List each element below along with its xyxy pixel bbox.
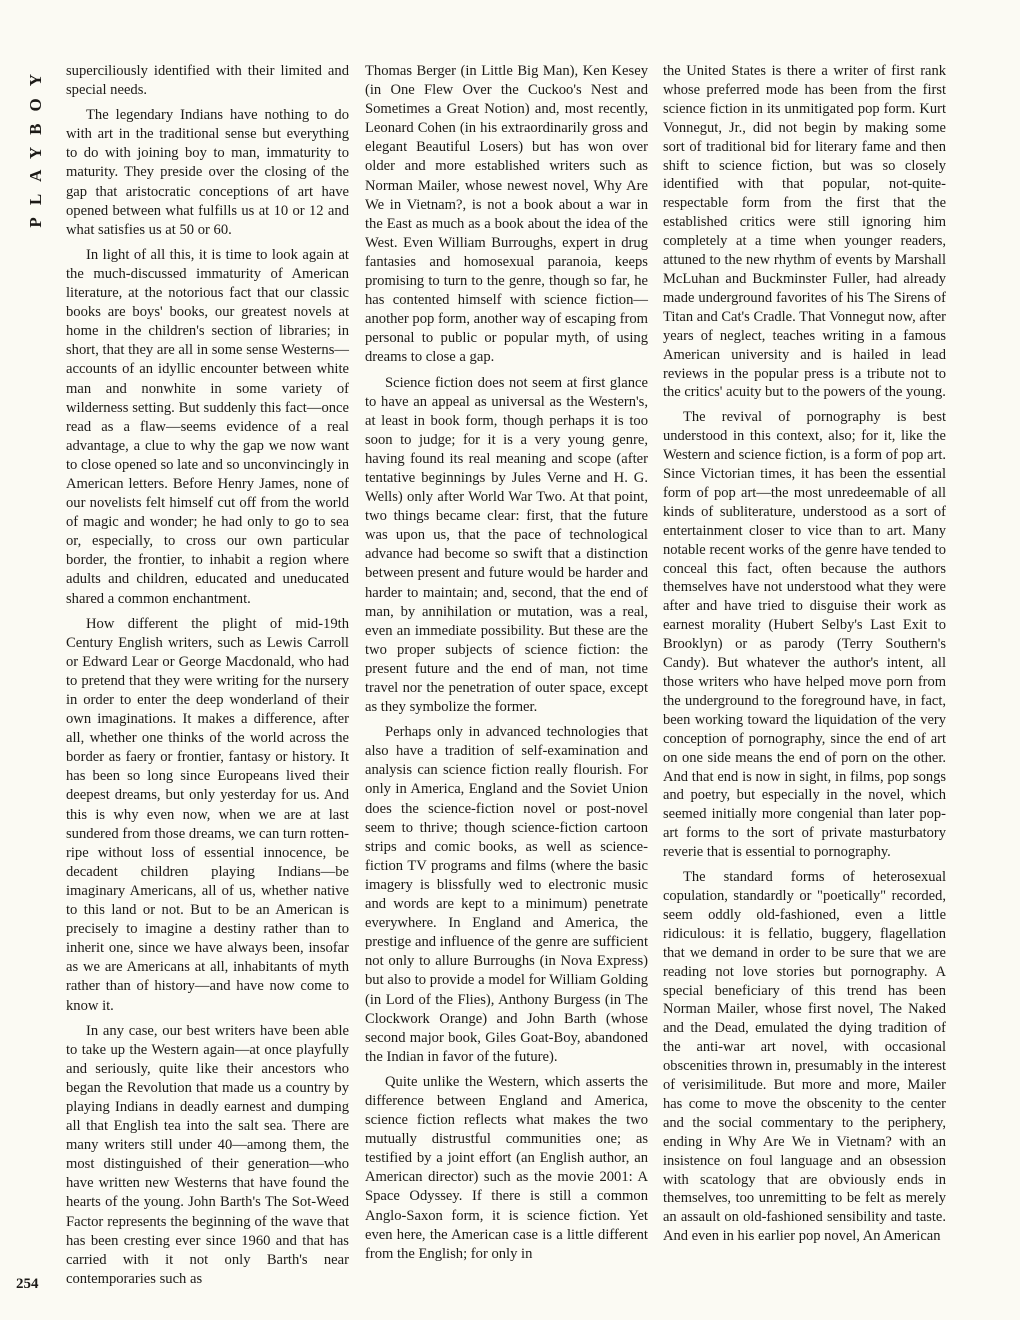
paragraph: superciliously identified with their limited and special needs. bbox=[66, 63, 349, 99]
paragraph: In any case, our best writers have been able to take up the Western again—at once playfully and seriously, quite like their ancestors who began the Revolution that made us a country by playing Indians in deadly earnest and dumping all that English tea into the salt sea. There are many writers still under 40—among them, the most distinguished of their generation—who have written new Westerns that have found the hearts of the young. John Barth's The Sot-Weed Factor represents the beginning of the wave that has been cresting ever since 1960 and that has carried with it not only Barth's near contemporaries such as bbox=[66, 1022, 349, 1287]
paragraph: The standard forms of heterosexual copulation, standardly or "poetically" recorded, seem oddly old-fashioned, even a little ridiculous: it is fellatio, buggery, flagellation that we demand in order to be sure that we are reading not love stories but pornography. A special beneficiary of this trend has been Norman Mailer, whose first novel, The Naked and the Dead, emulated the dying tradition of the anti-war art novel, with occasional obscenities thrown in, presumably in the interest of verisimilitude. But more and more, Mailer has come to move the obscenity to the center and the social commentary to the periphery, ending in Why Are We in Vietnam? with an insistence on foul language and an obsession with scatology that are obviously ends in themselves, too unremitting to be felt as merely an assault on old-fashioned sensibility and taste. And even in his earlier pop novel, An American bbox=[663, 869, 946, 1245]
paragraph: Perhaps only in advanced technologies that also have a tradition of self-examination and analysis can science fiction really flourish. For only in America, England and the Soviet Union does the science-fiction novel or post-novel seem to thrive; though science-fiction cartoon strips and comic books, as well as science-fiction TV programs and films (where the basic imagery is blissfully wed to electronic music and words are kept to a minimum) penetrate everywhere. In England and America, the prestige and influence of the genre are sufficient not only to allure Burroughs (in Nova Express) but also to provide a model for William Golding (in Lord of the Flies), Anthony Burgess (in The Clockwork Orange) and John Barth (whose second major book, Giles Goat-Boy, abandoned the Indian in favor of the future). bbox=[365, 724, 648, 1065]
paragraph: the United States is there a writer of first rank whose preferred mode has been from the first science fiction in its unmitigated pop form. Kurt Vonnegut, Jr., did not begin by making some sort of traditional bid for literary fame and then shift to science fiction, but was so closely identified with that popular, not-quite-respectable form from the first that the established critics were still ignoring him completely at a time when younger readers, attuned to the new rhythm of events by Marshall McLuhan and Buckminster Fuller, had already made underground favorites of his The Sirens of Titan and Cat's Cradle. That Vonnegut now, after years of neglect, teaches writing in a famous American university and is hailed in lead reviews in the popular press is a tribute not to the critics' acuity but to the powers of the young. bbox=[663, 63, 946, 401]
paragraph: How different the plight of mid-19th Century English writers, such as Lewis Carroll or Edward Lear or George Macdonald, who had to pretend that they were writing for the nursery in order to enter the deep wonderland of their own imaginations. It makes a difference, after all, whether one thinks of the world across the border as faery or frontier, fantasy or history. It has been so long since Europeans lived their deepest dreams, but only yesterday for us. And this is why even now, when we are at last sundered from those dreams, we can turn rotten-ripe without loss of essential innocence, be decadent children playing Indians—be imaginary Americans, all of us, whether native to this land or not. But to be an American is precisely to imagine a destiny rather than to inherit one, since we have always been, insofar as we are Americans at all, inhabitants of myth rather than of history—and have now come to know it. bbox=[66, 615, 349, 1014]
paragraph: Science fiction does not seem at first glance to have an appeal as universal as the Western's, at least in book form, though perhaps it is too soon to judge; for it is a very young genre, having found its real meaning and scope (after tentative beginnings by Jules Verne and H. G. Wells) only after World War Two. At that point, two things became clear: first, that the future was upon us, that the pace of technological advance had become so swift that a distinction between present and future would be harder and harder to maintain; and, second, that the end of man, by annihilation or mutation, was a real, even an immediate possibility. But these are the two proper subjects of science fiction: the present future and the end of man, not time travel nor the penetration of outer space, except as they symbolize the former. bbox=[365, 374, 648, 716]
text-column-3 bbox=[663, 62, 946, 1246]
paragraph: Thomas Berger (in Little Big Man), Ken Kesey (in One Flew Over the Cuckoo's Nest and Sometimes a Great Notion) and, most recently, Leonard Cohen (in his extraordinarily gross and elegant Beautiful Losers) but has won over older and more established writers such as Norman Mailer, whose newest novel, Why Are We in Vietnam?, is not a book about a war in the East as much as a book about the idea of the West. Even William Burroughs, expert in drug fantasies and homosexual paranoia, keeps promising to turn to the genre, though so far, he has contented himself with science fiction—another pop form, another way of escaping from personal to public or popular myth, of using dreams to close a gap. bbox=[365, 63, 648, 366]
paragraph: In light of all this, it is time to look again at the much-discussed immaturity of American literature, at the notorious fact that our classic books are boys' books, our greatest novels at home in the children's section of libraries; in short, that they are all in some sense Westerns—accounts of an idyllic encounter between white man and nonwhite in some variety of wilderness setting. But suddenly this fact—once read as a flaw—seems evidence of a real advantage, a clue to why the gap we now want to close opened so late and so unconvincingly in American letters. Before Henry James, none of our novelists felt himself cut off from the world of magic and wonder; he had only to go to sea or, especially, to cross our own particular border, the frontier, to inhabit a region where adults and children, educated and uneducated shared a common enchantment. bbox=[66, 246, 349, 607]
text-column-2 bbox=[365, 62, 648, 1264]
paragraph: The legendary Indians have nothing to do with art in the traditional sense but everything to do with joining boy to man, immaturity to maturity. They preside over the closing of the gap that aristocratic conceptions of art have opened between what fulfills us at 10 or 12 and what satisfies us at 50 or 60. bbox=[66, 107, 349, 238]
magazine-name: PLAYBOY bbox=[26, 62, 45, 228]
text-column-1 bbox=[66, 62, 349, 1289]
running-header bbox=[26, 62, 50, 342]
page-number: 254 bbox=[16, 1276, 39, 1292]
paragraph: Quite unlike the Western, which asserts the difference between England and America, science fiction reflects what makes the two mutually distrustful communities one; as testified by a joint effort (an English author, an American director) such as the movie 2001: A Space Odyssey. If there is still a common Anglo-Saxon form, it is science fiction. Yet even here, the American case is a little different from the English; for only in bbox=[365, 1073, 648, 1262]
paragraph: The revival of pornography is best understood in this context, also; for it, like the Western and science fiction, is a form of pop art. Since Victorian times, it has been the essential form of pop art—the most unredeemable of all kinds of subliterature, understood as a sort of entertainment closer to vice than to art. Many notable recent works of the genre have tended to conceal this fact, often because the authors themselves have not understood what they were after and have tried to disguise their work as earnest morality (Hubert Selby's Last Exit to Brooklyn) or as parody (Terry Southern's Candy). But whatever the author's intent, all those writers who have helped move porn from the underground to the foreground have, in fact, been working toward the liquidation of the very conception of pornography, since the end of art on one side means the end of porn on the other. And that end is now in sight, in films, pop songs and poetry, but especially in the novel, which seemed initially more congenial than later pop-art forms to the sort of private masturbatory reverie that is essential to pornography. bbox=[663, 409, 946, 861]
